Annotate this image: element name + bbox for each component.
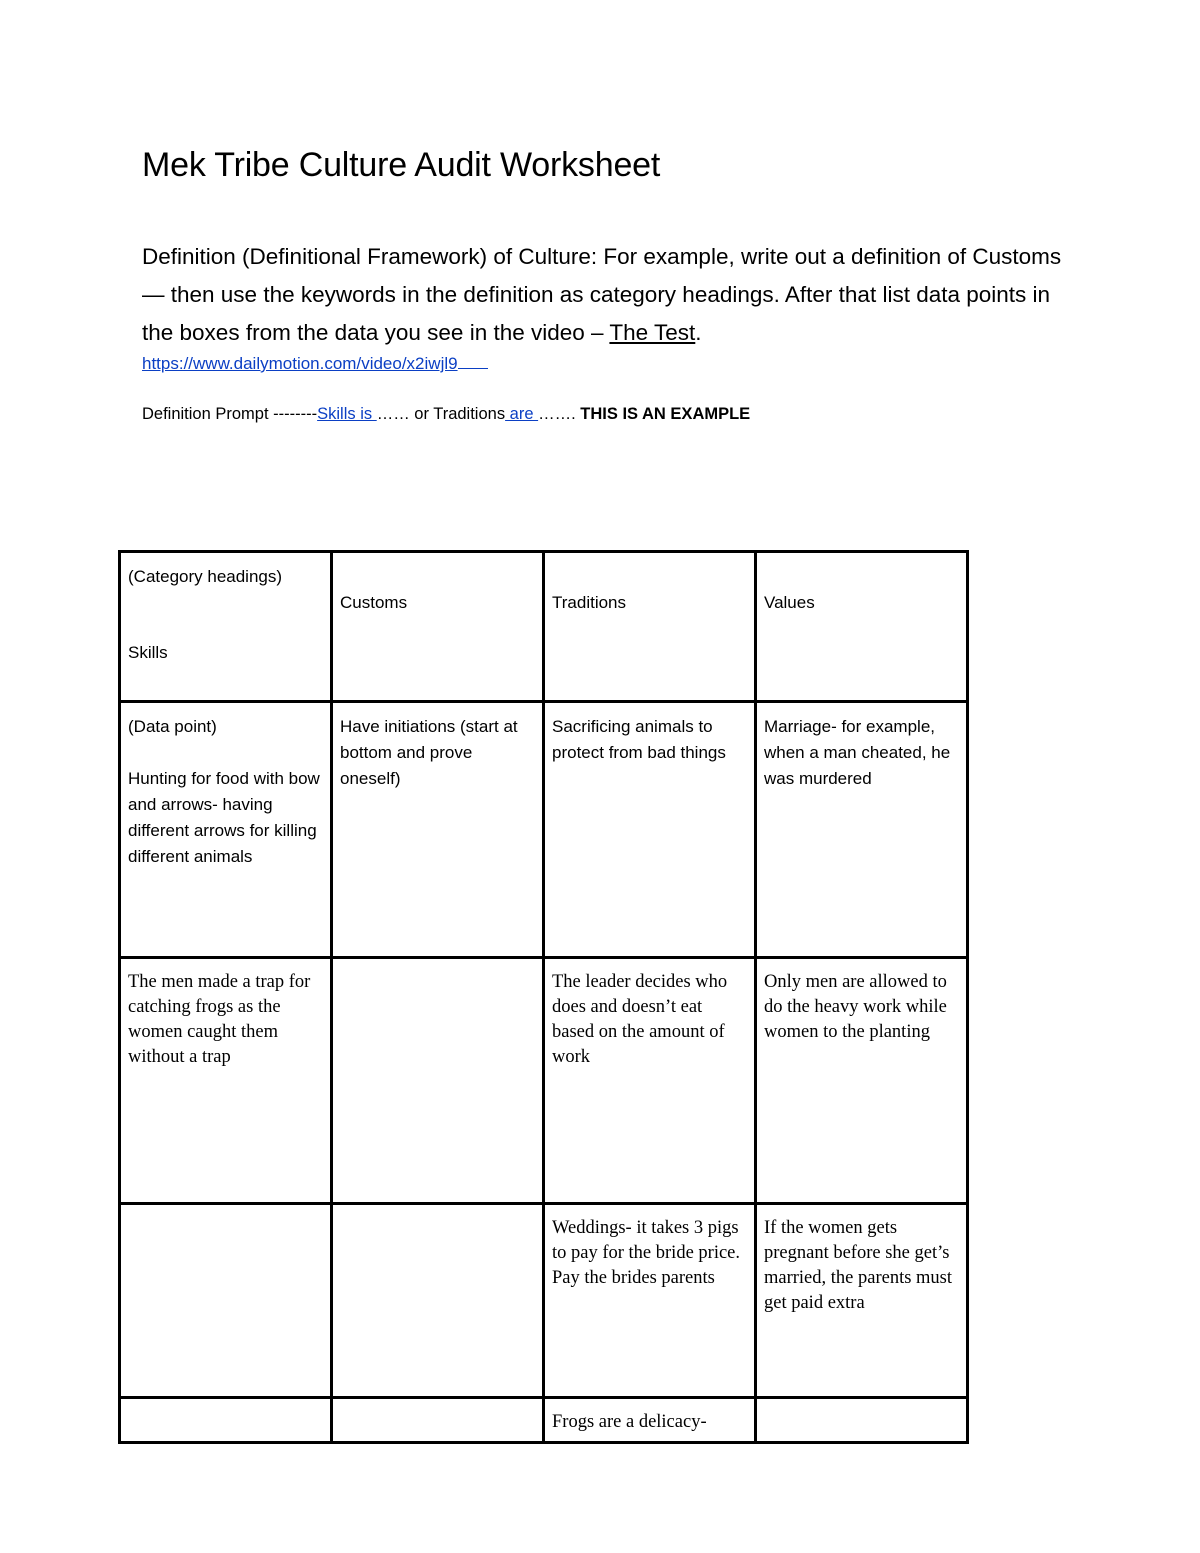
row2-traditions-text: The leader decides who does and doesn’t eat based on the amount of work bbox=[552, 972, 728, 1067]
are-link[interactable]: are bbox=[505, 405, 539, 423]
row1-skills-cell[interactable] bbox=[120, 702, 332, 958]
header-customs: Customs bbox=[340, 593, 408, 612]
video-url[interactable]: https://www.dailymotion.com/video/x2iwjl9 bbox=[142, 354, 458, 373]
category-headings-label: (Category headings) bbox=[128, 567, 283, 586]
row1-values-text: Marriage- for example, when a man cheated, he was murdered bbox=[764, 717, 951, 788]
header-traditions: Traditions bbox=[552, 593, 627, 612]
row2-values-text: Only men are allowed to do the heavy work while women to the planting bbox=[764, 972, 947, 1042]
row3-skills-cell[interactable] bbox=[120, 1204, 332, 1398]
row2-values-cell[interactable] bbox=[756, 958, 968, 1204]
row2-traditions-cell[interactable] bbox=[544, 958, 756, 1204]
row1-values-cell[interactable] bbox=[756, 702, 968, 958]
definition-prompt bbox=[142, 405, 750, 424]
row4-skills-cell[interactable] bbox=[120, 1398, 332, 1443]
the-test-link[interactable]: The Test bbox=[609, 320, 696, 345]
row3-traditions-cell[interactable] bbox=[544, 1204, 756, 1398]
culture-audit-table bbox=[118, 550, 969, 1444]
header-cell-values bbox=[756, 552, 968, 702]
table-row bbox=[120, 958, 968, 1204]
data-point-label: (Data point) bbox=[128, 717, 217, 736]
header-cell-skills bbox=[120, 552, 332, 702]
row1-skills-text: Hunting for food with bow and arrows- having different arrows for killing different animals bbox=[128, 769, 320, 866]
row2-customs-cell[interactable] bbox=[332, 958, 544, 1204]
row4-traditions-text: Frogs are a delicacy- bbox=[552, 1412, 707, 1432]
table-row bbox=[120, 1204, 968, 1398]
row1-customs-text: Have initiations (start at bottom and prove oneself) bbox=[340, 717, 518, 788]
prompt-example: THIS IS AN EXAMPLE bbox=[580, 405, 751, 423]
row4-traditions-cell[interactable] bbox=[544, 1398, 756, 1443]
page-title: Mek Tribe Culture Audit Worksheet bbox=[142, 146, 661, 184]
row1-traditions-cell[interactable] bbox=[544, 702, 756, 958]
row3-values-text: If the women gets pregnant before she get’s married, the parents must get paid extra bbox=[764, 1218, 953, 1313]
table-row bbox=[120, 702, 968, 958]
row4-customs-cell[interactable] bbox=[332, 1398, 544, 1443]
header-cell-traditions bbox=[544, 552, 756, 702]
skills-link[interactable]: Skills is bbox=[317, 405, 377, 423]
row4-values-cell[interactable] bbox=[756, 1398, 968, 1443]
row1-traditions-text: Sacrificing animals to protect from bad things bbox=[552, 717, 726, 762]
table-row bbox=[120, 1398, 968, 1443]
intro-text: Definition (Definitional Framework) of Culture: For example, write out a definition of Customs— then use the keywords in the definition as category headings. After that list data points in the boxes from the data you see in the video – bbox=[142, 244, 1062, 345]
video-link[interactable] bbox=[142, 354, 488, 374]
header-values: Values bbox=[764, 593, 815, 612]
row3-traditions-text: Weddings- it takes 3 pigs to pay for the bride price. Pay the brides parents bbox=[552, 1218, 741, 1288]
link-underline-pad bbox=[458, 367, 488, 369]
row1-customs-cell[interactable] bbox=[332, 702, 544, 958]
prompt-dots-1: …… or Traditions bbox=[376, 405, 506, 423]
header-skills: Skills bbox=[128, 643, 168, 662]
row3-customs-cell[interactable] bbox=[332, 1204, 544, 1398]
intro-paragraph bbox=[142, 238, 1062, 352]
row3-values-cell[interactable] bbox=[756, 1204, 968, 1398]
table-header-row bbox=[120, 552, 968, 702]
intro-end: . bbox=[695, 320, 702, 345]
prompt-prefix: Definition Prompt -------- bbox=[142, 405, 318, 423]
row2-skills-text: The men made a trap for catching frogs as the women caught them without a trap bbox=[128, 972, 311, 1067]
prompt-dots-2: ……. bbox=[538, 405, 581, 423]
row2-skills-cell[interactable] bbox=[120, 958, 332, 1204]
header-cell-customs bbox=[332, 552, 544, 702]
